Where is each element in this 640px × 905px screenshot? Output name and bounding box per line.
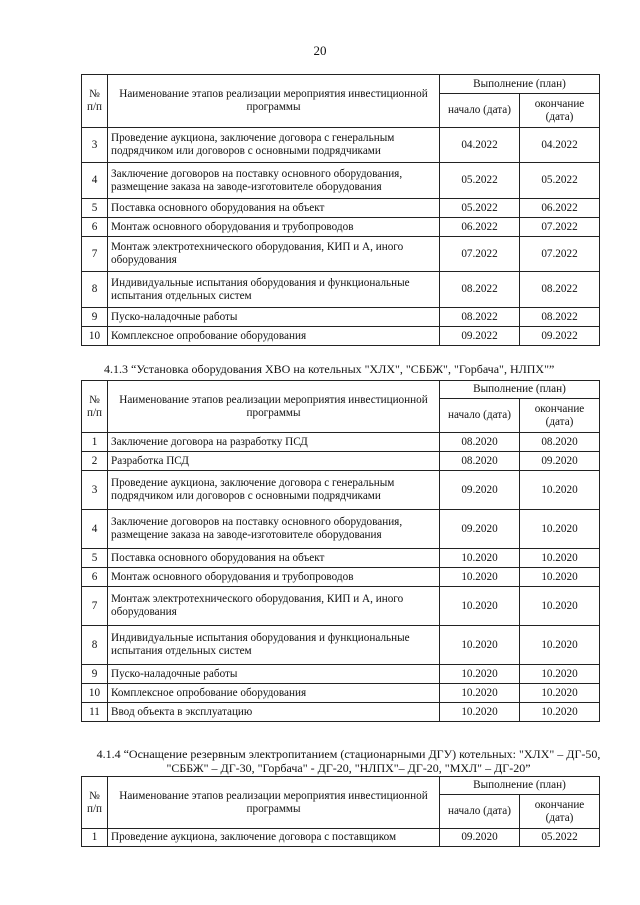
row-end: 05.2022 [520,163,600,199]
row-stage: Ввод объекта в эксплуатацию [108,703,440,722]
table-row [82,665,600,684]
row-stage: Монтаж основного оборудования и трубопроводов [108,568,440,587]
row-num: 1 [82,433,108,452]
row-stage: Поставка основного оборудования на объект [108,549,440,568]
row-end: 10.2020 [520,665,600,684]
row-start: 09.2020 [440,471,520,510]
row-end: 05.2022 [520,829,600,847]
row-num: 9 [82,665,108,684]
row-start: 10.2020 [440,568,520,587]
row-start: 10.2020 [440,684,520,703]
row-end: 08.2022 [520,308,600,327]
header-name: Наименование этапов реализации мероприятия инвестиционной программы [108,381,440,433]
row-num: 6 [82,218,108,237]
schedule-table-dgu [81,776,600,847]
header-num: № п/п [82,381,108,433]
row-start: 09.2020 [440,510,520,549]
table-row [82,199,600,218]
table-row [82,510,600,549]
row-end: 10.2020 [520,626,600,665]
row-end: 10.2020 [520,568,600,587]
row-start: 10.2020 [440,587,520,626]
row-num: 8 [82,272,108,308]
table-row [82,452,600,471]
row-num: 4 [82,163,108,199]
row-end: 06.2022 [520,199,600,218]
row-num: 11 [82,703,108,722]
row-start: 04.2022 [440,128,520,163]
page-number: 20 [313,43,327,58]
row-end: 10.2020 [520,703,600,722]
row-start: 06.2022 [440,218,520,237]
row-stage: Разработка ПСД [108,452,440,471]
row-end: 07.2022 [520,237,600,272]
row-stage: Индивидуальные испытания оборудования и функциональные испытания отдельных систем [108,626,440,665]
row-start: 08.2020 [440,452,520,471]
row-start: 08.2022 [440,272,520,308]
row-stage: Пуско-наладочные работы [108,665,440,684]
header-start: начало (дата) [440,399,520,433]
table-row [82,433,600,452]
row-num: 6 [82,568,108,587]
row-start: 10.2020 [440,665,520,684]
row-start: 05.2022 [440,163,520,199]
row-stage: Проведение аукциона, заключение договора с генеральным подрядчиком или договоров с основными подрядчиками [108,128,440,163]
header-name: Наименование этапов реализации мероприятия инвестиционной программы [108,75,440,128]
row-stage: Комплексное опробование оборудования [108,684,440,703]
table-row [82,218,600,237]
row-num: 3 [82,471,108,510]
row-stage: Монтаж электротехнического оборудования, КИП и А, иного оборудования [108,587,440,626]
header-num: № п/п [82,75,108,128]
table-row [82,587,600,626]
table-row [82,703,600,722]
table-row [82,128,600,163]
row-num: 4 [82,510,108,549]
row-end: 09.2020 [520,452,600,471]
table-row [82,568,600,587]
row-end: 10.2020 [520,587,600,626]
row-stage: Проведение аукциона, заключение договора с генеральным подрядчиком или договоров с основными подрядчиками [108,471,440,510]
header-start: начало (дата) [440,94,520,128]
table-row [82,626,600,665]
row-num: 7 [82,237,108,272]
table-row [82,684,600,703]
row-start: 10.2020 [440,703,520,722]
row-end: 09.2022 [520,327,600,346]
section-caption: 4.1.3 “Установка оборудования ХВО на котельных "ХЛХ", "СББЖ", "Горбача", НЛПХ"” [104,362,555,376]
table-header-row [82,777,600,795]
header-end: окончание (дата) [520,399,600,433]
row-num: 7 [82,587,108,626]
table-row [82,308,600,327]
row-num: 5 [82,549,108,568]
table-header-row [82,381,600,399]
row-num: 2 [82,452,108,471]
header-execution: Выполнение (план) [440,381,600,399]
table-row [82,272,600,308]
row-stage: Пуско-наладочные работы [108,308,440,327]
row-start: 10.2020 [440,549,520,568]
row-end: 10.2020 [520,510,600,549]
row-num: 1 [82,829,108,847]
row-num: 10 [82,327,108,346]
header-name: Наименование этапов реализации мероприятия инвестиционной программы [108,777,440,829]
row-num: 3 [82,128,108,163]
row-stage: Комплексное опробование оборудования [108,327,440,346]
header-end: окончание (дата) [520,795,600,829]
header-start: начало (дата) [440,795,520,829]
row-end: 07.2022 [520,218,600,237]
row-end: 10.2020 [520,549,600,568]
row-stage: Проведение аукциона, заключение договора с поставщиком [108,829,440,847]
row-start: 08.2022 [440,308,520,327]
table-header-row [82,75,600,94]
row-start: 10.2020 [440,626,520,665]
header-num: № п/п [82,777,108,829]
row-start: 09.2020 [440,829,520,847]
row-num: 10 [82,684,108,703]
schedule-table-hvo [81,380,600,722]
row-num: 9 [82,308,108,327]
row-start: 05.2022 [440,199,520,218]
row-end: 08.2022 [520,272,600,308]
header-end: окончание (дата) [520,94,600,128]
row-stage: Заключение договора на разработку ПСД [108,433,440,452]
row-start: 09.2022 [440,327,520,346]
table-row [82,237,600,272]
row-end: 10.2020 [520,684,600,703]
section-caption: 4.1.4 “Оснащение резервным электропитанием (стационарными ДГУ) котельных: "ХЛХ" – ДГ-50, "СББЖ" – ДГ-30, "Горбача" - ДГ-20, "НЛПХ"– ДГ-20, "МХЛ" – ДГ-20” [96,747,601,775]
row-stage: Монтаж основного оборудования и трубопроводов [108,218,440,237]
row-start: 07.2022 [440,237,520,272]
row-stage: Поставка основного оборудования на объект [108,199,440,218]
table-row [82,327,600,346]
row-end: 04.2022 [520,128,600,163]
row-end: 08.2020 [520,433,600,452]
schedule-table-continued [81,74,600,346]
row-num: 5 [82,199,108,218]
row-stage: Индивидуальные испытания оборудования и функциональные испытания отдельных систем [108,272,440,308]
row-stage: Заключение договоров на поставку основного оборудования, размещение заказа на заводе-изготовителе оборудования [108,510,440,549]
header-execution: Выполнение (план) [440,777,600,795]
table-row [82,471,600,510]
row-stage: Монтаж электротехнического оборудования, КИП и А, иного оборудования [108,237,440,272]
row-num: 8 [82,626,108,665]
table-row [82,163,600,199]
row-end: 10.2020 [520,471,600,510]
row-start: 08.2020 [440,433,520,452]
table-row [82,829,600,847]
table-row [82,549,600,568]
row-stage: Заключение договоров на поставку основного оборудования, размещение заказа на заводе-изготовителе оборудования [108,163,440,199]
header-execution: Выполнение (план) [440,75,600,94]
